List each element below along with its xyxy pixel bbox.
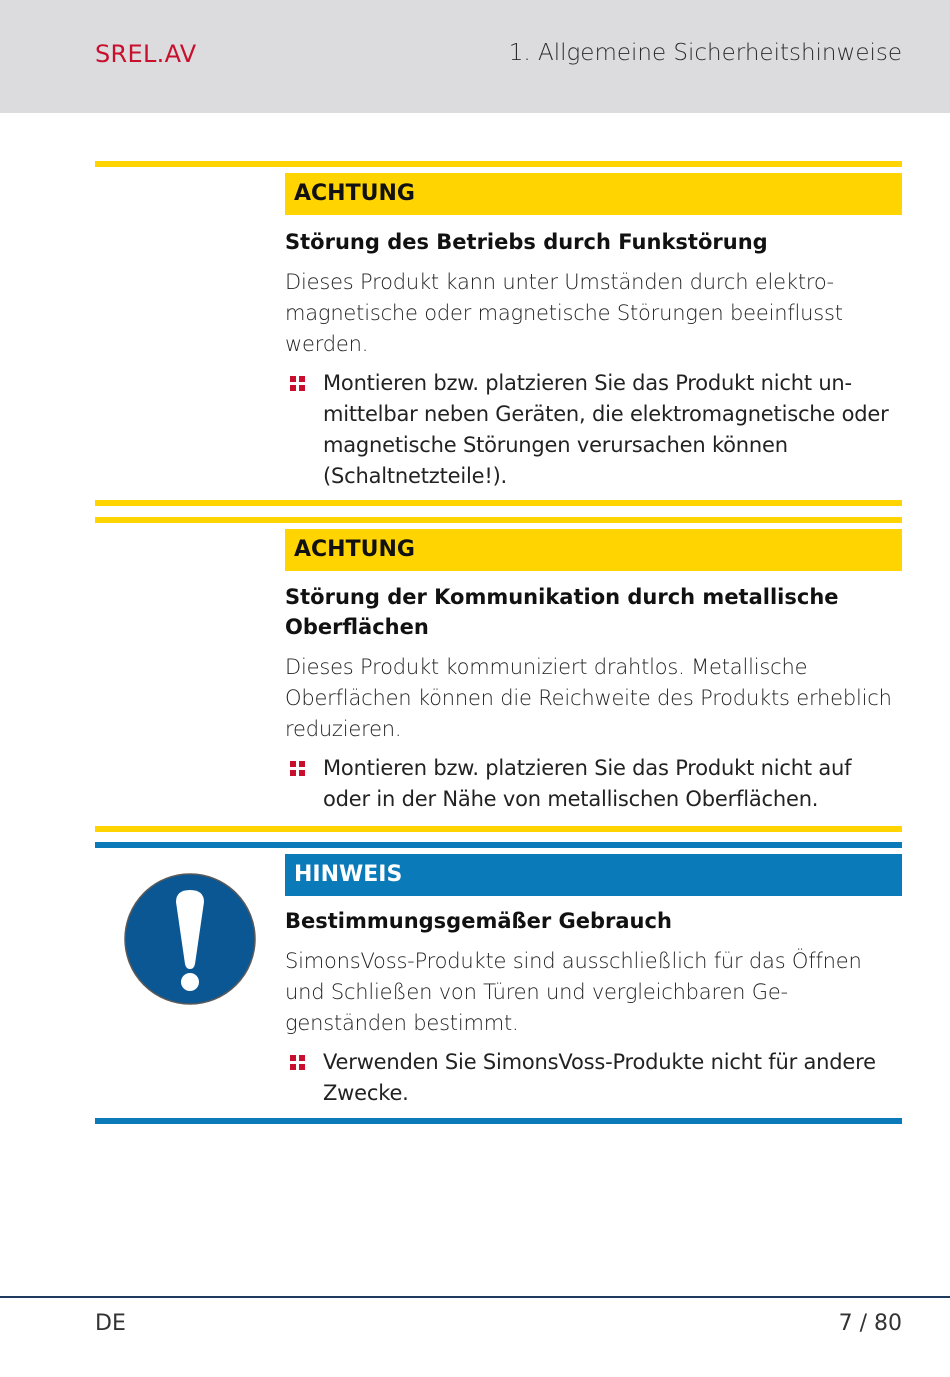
exclamation-mandatory-icon	[123, 872, 257, 1006]
notice-radio-interference	[95, 161, 902, 507]
notice-title: Störung des Betriebs durch Funkstörung	[285, 230, 768, 254]
notice-label: ACHTUNG	[285, 529, 902, 571]
notice-body: Dieses Produkt kann unter Umständen durch elektromagnetische oder magnetische Störungen beeinflusst werden.	[285, 270, 843, 356]
notice-top-rule	[95, 517, 902, 523]
notice-bullet-text: Verwenden Sie SimonsVoss-Produkte nicht für andere Zwecke.	[323, 1050, 876, 1105]
list-item	[285, 1047, 902, 1109]
notice-bullet-text: Montieren bzw. platzieren Sie das Produkt nicht auf oder in der Nähe von metallischen Oberflächen.	[323, 756, 852, 811]
notice-title: Bestimmungsgemäßer Gebrauch	[285, 909, 672, 933]
footer-divider	[0, 1296, 950, 1298]
notice-label: HINWEIS	[285, 854, 902, 896]
notice-top-rule	[95, 842, 902, 848]
notice-metal-surfaces	[95, 517, 902, 833]
notice-top-rule	[95, 161, 902, 167]
notice-bullet-text: Montieren bzw. platzieren Sie das Produkt nicht unmittelbar neben Geräten, die elektromagnetische oder magnetische Störungen verursachen können (Schaltnetzteile!).	[323, 371, 889, 488]
page-header	[0, 0, 950, 113]
notice-bottom-rule	[95, 500, 902, 506]
list-item	[285, 368, 902, 492]
section-title: 1. Allgemeine Sicherheitshinweise	[508, 40, 902, 66]
notice-content	[285, 582, 902, 815]
notice-bottom-rule	[95, 826, 902, 832]
footer-language: DE	[95, 1311, 126, 1336]
notice-content	[285, 227, 902, 492]
notice-label: ACHTUNG	[285, 173, 902, 215]
notice-bottom-rule	[95, 1118, 902, 1124]
notice-body: SimonsVoss-Produkte sind ausschließlich für das Öffnen und Schließen von Türen und vergleichbaren Gegenständen bestimmt.	[285, 949, 862, 1035]
notice-content	[285, 906, 902, 1109]
notice-body: Dieses Produkt kommuniziert drahtlos. Metallische Oberflächen können die Reichweite des Produkts erheblich reduzieren.	[285, 655, 892, 741]
notice-intended-use	[95, 842, 902, 1127]
bullet-square-icon	[290, 376, 305, 391]
list-item	[285, 753, 902, 815]
bullet-square-icon	[290, 1055, 305, 1070]
notice-title: Störung der Kommunikation durch metallische Oberflächen	[285, 585, 839, 639]
bullet-square-icon	[290, 761, 305, 776]
brand-label: SREL.AV	[95, 40, 197, 68]
page-number: 7 / 80	[838, 1311, 902, 1336]
